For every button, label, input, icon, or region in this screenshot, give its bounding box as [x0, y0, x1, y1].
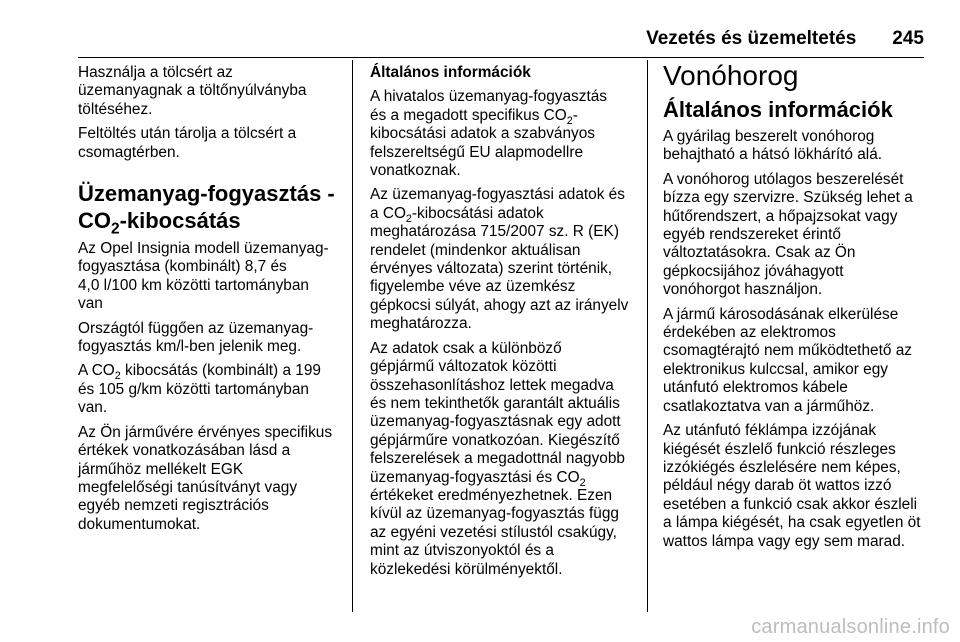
paragraph-brake-lamp: Az utánfutó féklámpa izzójának kiégését észlelő funkció részleges izzókiégés észlelésére nem képes, például négy darab öt wattos izzó esetében a funkció csak akkor észleli a lámpa kiégését, ha csak egyetlen öt wattos lámpa vagy egy sem marad. [663, 422, 921, 550]
column-divider-1 [352, 60, 353, 612]
paragraph-official-data: A hivatalos üzemanyag-fogyasztás és a megadott specifikus $CO_2-$ kibocsátási adatok a szabványos felszereltségű EU alapmodellre vonatkoznak. [370, 88, 607, 180]
paragraph-funnel-use: Használja a tölcsért az üzemanyagnak a töltőnyúlványba töltéséhez. [78, 64, 307, 118]
heading-tow-hitch: Vonóhorog [663, 60, 799, 91]
paragraph-funnel-store: Feltöltés után tárolja a tölcsért a csomagtérben. [78, 125, 297, 161]
paragraph-regulation: Az üzemanyag-fogyasztási adatok és a $CO_2$-kibocsátási adatok meghatározása 715/2007 sz. R (EK) rendelet (mindenkor aktuálisan érvényes változata) szerint történik, figyelembe véve az üzemkész gépkocsi súlyát, ahogy azt az irányelv meghatározza. [370, 186, 629, 333]
column-3 [663, 60, 931, 557]
column-2 [370, 64, 642, 585]
column-divider-2 [647, 60, 648, 612]
column-1 [78, 64, 346, 540]
heading-general-info: Általános információk [370, 64, 531, 81]
page-number: 245 [892, 28, 924, 49]
paragraph-insignia-consumption: Az Opel Insignia modell üzemanyag- fogyasztása (kombinált) 8,7 és 4,0 l/100 km közötti tartományban van [78, 240, 329, 313]
paragraph-factory-hitch: A gyárilag beszerelt vonóhorog behajtható a hátsó lökhárító alá. [663, 128, 883, 164]
paragraph-co2-emission: A $CO_2$ kibocsátás (kombinált) a 199 és 105 g/km közötti tartományban van. [78, 362, 321, 417]
paragraph-specific-values: Az Ön járművére érvényes specifikus értékek vonatkozásában lásd a járműhöz mellékelt EGK megfelelőségi tanúsítványt vagy egyéb nemzeti regisztrációs dokumentumokat. [78, 423, 333, 533]
section-title: Vezetés és üzemeltetés [646, 28, 857, 49]
page-header [630, 24, 924, 54]
paragraph-tailgate: A jármű károsodásának elkerülése érdekében az elektromos csomagtérajtó nem működtethető az elektronikus kulccsal, amikor egy utánfutó elektromos kábele csatlakoztatva van a járműhöz. [663, 305, 912, 415]
paragraph-retrofit: A vonóhorog utólagos beszerelését bízza egy szervizre. Szükség lehet a hűtőrendszert, a hőpajzsokat vagy egyéb rendszereket érintő változtatásokra. Csak az Ön gépkocsijához jóváhagyott vonóhorgot használjon. [663, 170, 913, 299]
watermark: carmanualsonline.info [751, 616, 950, 638]
paragraph-country-units: Országtól függően az üzemanyag- fogyasztás km/l-ben jelenik meg. [78, 319, 314, 356]
heading-general-info-2: Általános információk [663, 97, 893, 122]
heading-fuel-consumption: Üzemanyag-fogyasztás - $CO_2$-kibocsátás [78, 181, 335, 238]
paragraph-comparison: Az adatok csak a különböző gépjármű változatok közötti összehasonlításhoz lettek megadva és nem tekinthetők garantált aktuális üzemanyag-fogyasztásnak egy adott gépjárműre vonatkozóan. Kiegészítő felszerelések a megadottnál nagyobb üzemanyag-fogyasztási és $CO_2$ értékeket eredményezhetnek. Ezen kívül az üzemanyag-fogyasztás függ az egyéni vezetési stílustól csakúgy, mint az útviszonyoktól és a közlekedési körülményektől. [370, 339, 625, 578]
